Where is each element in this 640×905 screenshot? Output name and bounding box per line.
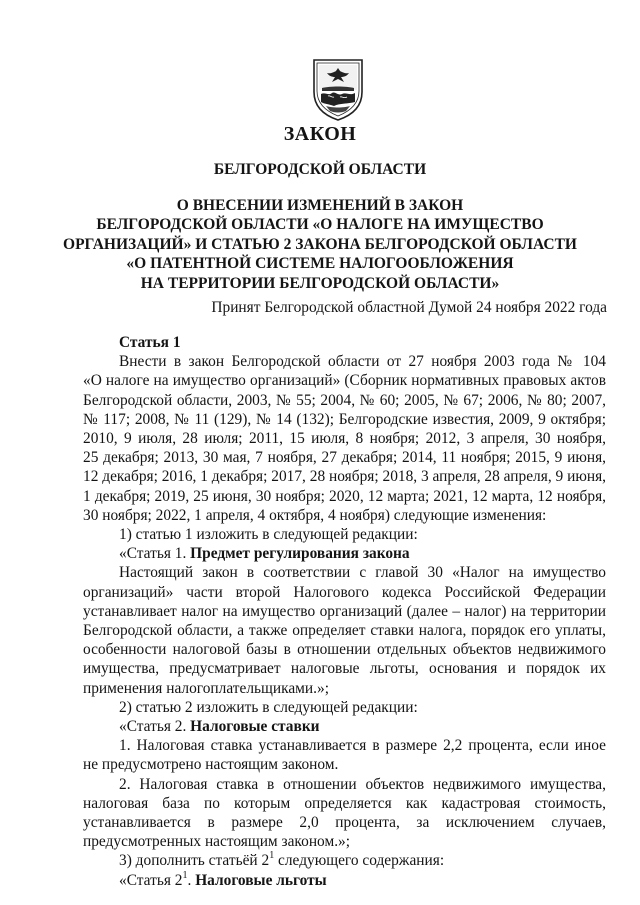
article-1-title-line [83,544,606,563]
text-line: Внести в закон Белгородской области от 27 ноября 2003 года № 104 [119,353,606,371]
article-1-title: Предмет регулирования закона [190,545,410,563]
text-line: налоговая база по которым определяется как кадастровая стоимость, [83,794,606,812]
document-type-title: ЗАКОН [283,123,357,145]
subtitle-line: О ВНЕСЕНИИ ИЗМЕНЕНИЙ В ЗАКОН [176,197,464,214]
text-line: устанавливает налог на имущество организаций (далее – налог) на территории [83,602,606,620]
amendment-item-2: 2) статью 2 изложить в следующей редакции: [119,698,418,716]
subtitle-line: НА ТЕРРИТОРИИ БЕЛГОРОДСКОЙ ОБЛАСТИ» [140,274,500,292]
subtitle-line: «О ПАТЕНТНОЙ СИСТЕМЕ НАЛОГООБЛОЖЕНИЯ [126,255,514,273]
amendment-item-1: 1) статью 1 изложить в следующей редакции: [119,526,418,544]
region-title: БЕЛГОРОДСКОЙ ОБЛАСТИ [213,161,427,178]
article-1-prefix: «Статья 1. [119,545,191,563]
text-line: № 117; 2008, № 11 (129), № 14 (132); Белгородские известия, 2009, 9 октября; [83,410,606,428]
article-2-1-dot: . [187,871,196,889]
article-2-1-title: Налоговые льготы [195,871,327,889]
item-3-superscript: 1 [269,850,275,862]
text-line: 1. Налоговая ставка устанавливается в размере 2,2 процента, если иное [119,737,606,755]
text-line: 2010, 9 июля, 28 июля; 2011, 15 июля, 8 ноября; 2012, 3 апреля, 30 ноября, [83,430,606,448]
amendment-item-3 [83,851,606,870]
text-line: Белгородской области, а также определяет ставки налога, порядок его уплаты, [83,622,606,640]
text-line: 1 декабря; 2019, 25 июня, 30 ноября; 2020, 12 марта; 2021, 12 марта, 12 ноября, [83,487,606,505]
article-2-1-title-line [83,871,606,890]
item-3-text: 3) дополнить статьёй 2 [119,852,270,870]
text-line: 2. Налоговая ставка в отношении объектов недвижимого имущества, [119,775,606,793]
article-2-title-line [83,717,606,736]
text-line: применения налогоплательщиками.»; [83,679,329,697]
adoption-note: Принят Белгородской областной Думой 24 ноября 2022 года [211,299,607,316]
coat-of-arms-icon [310,58,366,122]
article-2-1-prefix: «Статья 2 [119,871,183,889]
article-2-prefix: «Статья 2. [119,718,191,736]
article-2-1-superscript: 1 [182,869,188,881]
text-line: 12 декабря; 2016, 1 декабря; 2017, 28 ноября; 2018, 3 апреля, 28 апреля, 9 июня, [83,468,606,486]
subtitle-line: БЕЛГОРОДСКОЙ ОБЛАСТИ «О НАЛОГЕ НА ИМУЩЕСТВО [96,216,544,234]
article-2-title: Налоговые ставки [190,718,320,736]
text-line: Настоящий закон в соответствии с главой 30 «Налог на имущество [119,564,606,582]
text-line: имущества, предусматривает налоговые льготы, основания и порядок их [83,660,606,678]
text-line: 30 ноября; 2022, 1 апреля, 4 октября, 4 ноября) следующие изменения: [83,506,547,524]
document-body [83,333,606,890]
article-1-heading: Статья 1 [119,334,181,351]
text-line: предусмотренных настоящим законом.»; [83,833,351,851]
subtitle-line: ОРГАНИЗАЦИЙ» И СТАТЬЮ 2 ЗАКОНА БЕЛГОРОДСКОЙ ОБЛАСТИ [63,235,577,253]
text-line: не предусмотрено настоящим законом. [83,756,339,774]
text-line: 25 декабря; 2013, 30 мая, 7 ноября, 27 декабря; 2014, 11 ноября; 2015, 9 июня, [83,449,606,467]
text-line: особенности налоговой базы в отношении отдельных объектов недвижимого [83,641,606,659]
law-subtitle [0,196,640,293]
text-line: «О налоге на имущество организаций» (Сборник нормативных правовых актов [83,372,606,390]
text-line: организаций» части второй Налогового кодекса Российской Федерации [83,583,606,601]
text-line: устанавливается в размере 2,0 процента, за исключением случаев, [83,814,606,832]
item-3-tail: следующего содержания: [274,852,445,870]
text-line: Белгородской области, 2003, № 55; 2004, № 60; 2005, № 67; 2006, № 80; 2007, [83,391,606,409]
